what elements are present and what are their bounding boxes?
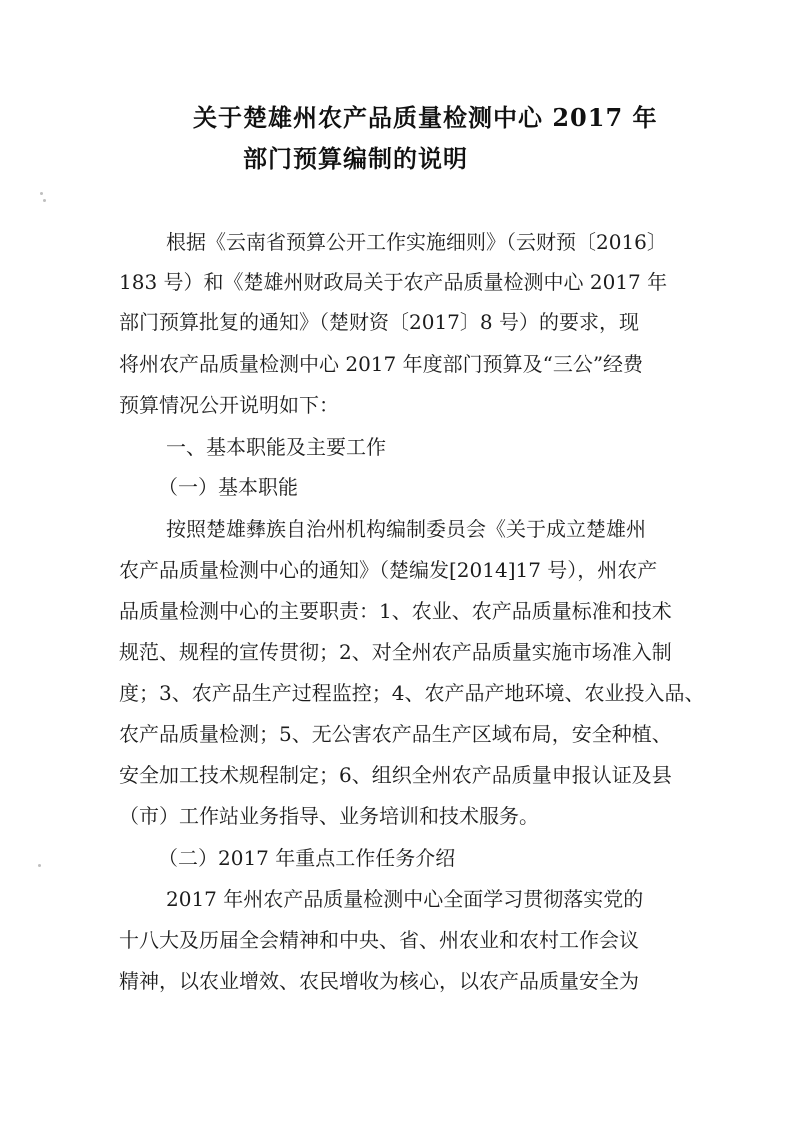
body-line-14: 2017 年州农产品质量检测中心全面学习贯彻落实党的 bbox=[166, 887, 644, 911]
body-line-10: 度；3、农产品生产过程监控；4、农产品产地环境、农业投入品、 bbox=[119, 681, 705, 705]
subsection-heading-2: （二）2017 年重点工作任务介绍 bbox=[158, 846, 456, 870]
body-line-3: 部门预算批复的通知》（楚财资〔2017〕8 号）的要求，现 bbox=[119, 310, 639, 334]
body-line-7: 农产品质量检测中心的通知》（楚编发[2014]17 号），州农产 bbox=[119, 558, 658, 582]
section-heading-1: 一、基本职能及主要工作 bbox=[166, 435, 386, 459]
document-title-line-2: 部门预算编制的说明 bbox=[243, 144, 468, 173]
body-line-11: 农产品质量检测；5、无公害农产品生产区域布局，安全种植、 bbox=[119, 722, 672, 746]
body-line-8: 品质量检测中心的主要职责：1、农业、农产品质量标准和技术 bbox=[119, 599, 672, 623]
body-line-6: 按照楚雄彝族自治州机构编制委员会《关于成立楚雄州 bbox=[166, 517, 646, 541]
body-line-2: 183 号）和《楚雄州财政局关于农产品质量检测中心 2017 年 bbox=[119, 270, 668, 294]
body-line-13: （市）工作站业务指导、业务培训和技术服务。 bbox=[119, 804, 539, 828]
scan-speck bbox=[38, 864, 41, 867]
body-line-15: 十八大及历届全会精神和中央、省、州农业和农村工作会议 bbox=[119, 928, 639, 952]
subsection-heading-1: （一）基本职能 bbox=[158, 475, 298, 499]
body-line-4: 将州农产品质量检测中心 2017 年度部门预算及“三公”经费 bbox=[119, 352, 644, 376]
document-title-line-1: 关于楚雄州农产品质量检测中心 2017 年 bbox=[193, 103, 658, 132]
body-line-16: 精神，以农业增效、农民增收为核心，以农产品质量安全为 bbox=[119, 969, 639, 993]
scan-speck bbox=[43, 199, 46, 202]
body-line-9: 规范、规程的宣传贯彻；2、对全州农产品质量实施市场准入制 bbox=[119, 640, 672, 664]
scan-speck bbox=[40, 192, 43, 195]
body-line-12: 安全加工技术规程制定；6、组织全州农产品质量申报认证及县 bbox=[119, 763, 672, 787]
body-line-1: 根据《云南省预算公开工作实施细则》（云财预〔2016〕 bbox=[166, 230, 667, 254]
body-line-5: 预算情况公开说明如下： bbox=[119, 393, 339, 417]
